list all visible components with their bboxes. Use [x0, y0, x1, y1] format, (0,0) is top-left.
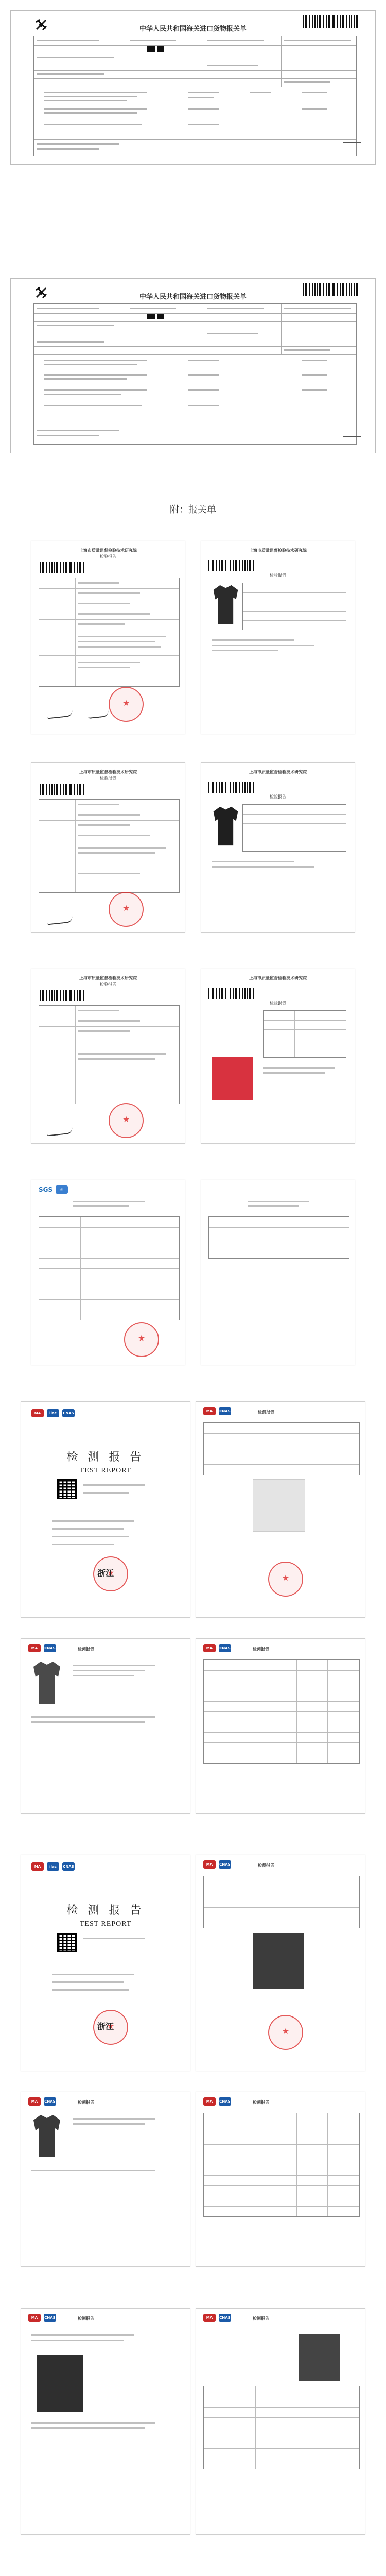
signature: [87, 710, 109, 719]
ma-badge-icon: MA: [31, 1409, 44, 1417]
customs-declaration-form-1: [10, 10, 376, 165]
ilac-badge-icon: ilac: [47, 1862, 59, 1871]
garment-photo: [31, 1659, 62, 1706]
cnas-badge-icon: CNAS: [219, 2097, 231, 2106]
report-doc-type: 检验报告: [100, 554, 116, 559]
report-page: [196, 1855, 365, 2071]
ma-badge-icon: MA: [203, 2097, 216, 2106]
testing-report-label: 检测报告: [78, 2316, 94, 2321]
cnas-badge-icon: ◎: [56, 1185, 68, 1194]
customs-declaration-form-2: [10, 278, 376, 453]
report-page: [31, 969, 185, 1144]
official-seal: [268, 2015, 303, 2050]
ilac-badge-icon: ilac: [47, 1409, 59, 1417]
report-page: [201, 969, 355, 1144]
barcode: [303, 283, 360, 296]
customs-attachment-caption: 附：报关单: [170, 504, 216, 515]
report-page: [196, 2092, 365, 2267]
report-page: [196, 2308, 365, 2535]
report-doc-type: 检验报告: [270, 794, 286, 799]
cover-page: [21, 1855, 190, 2071]
barcode: [303, 15, 360, 28]
cnas-badge-icon: CNAS: [44, 2314, 56, 2322]
report-doc-type: 检验报告: [270, 573, 286, 578]
sgs-report-page: [31, 1180, 185, 1365]
customs-form-title: 中华人民共和国海关进口货物报关单: [139, 25, 247, 33]
cnas-badge-icon: CNAS: [219, 1407, 231, 1415]
official-seal: [124, 1322, 159, 1357]
cover-title-cn: 检 测 报 告: [66, 1904, 145, 1917]
testing-report-label: 检测报告: [78, 2100, 94, 2105]
ma-badge-icon: MA: [28, 2314, 41, 2322]
testing-report-label: 检测报告: [258, 1410, 274, 1414]
report-page: [196, 1401, 365, 1618]
report-institute: 上海市质量监督检验技术研究院: [249, 976, 307, 980]
testing-report-label: 检测报告: [258, 1863, 274, 1868]
sgs-report-page: [201, 1180, 355, 1365]
garment-photo: [253, 1933, 304, 1989]
qr-code: [57, 1479, 77, 1499]
cnas-badge-icon: CNAS: [219, 1644, 231, 1652]
ma-badge-icon: MA: [203, 1407, 216, 1415]
official-seal: [268, 1562, 303, 1597]
signature: [47, 916, 73, 925]
official-seal: [109, 1103, 144, 1138]
cover-title-en: TEST REPORT: [79, 1920, 132, 1928]
report-doc-type: 检验报告: [100, 982, 116, 987]
garment-photo: [31, 2113, 62, 2159]
cover-title-cn: 检 测 报 告: [66, 1451, 145, 1464]
sgs-logo: SGS: [39, 1186, 53, 1193]
report-page: [21, 2092, 190, 2267]
report-page: [21, 1638, 190, 1814]
ma-badge-icon: MA: [203, 1860, 216, 1869]
ma-badge-icon: MA: [28, 1644, 41, 1652]
report-institute: 上海市质量监督检验技术研究院: [249, 770, 307, 774]
cnas-badge-icon: CNAS: [44, 2097, 56, 2106]
report-institute: 上海市质量监督检验技术研究院: [79, 976, 137, 980]
report-institute: 上海市质量监督检验技术研究院: [79, 770, 137, 774]
report-page: [201, 541, 355, 734]
qr-code: [57, 1933, 77, 1952]
cover-company: 浙江: [97, 2022, 114, 2031]
official-seal: [109, 687, 144, 722]
garment-photo: [37, 2355, 83, 2412]
signature: [47, 1127, 73, 1136]
signature: [47, 710, 73, 719]
testing-report-label: 检测报告: [78, 1647, 94, 1651]
report-doc-type: 检验报告: [100, 776, 116, 781]
report-page: [196, 1638, 365, 1814]
cnas-badge-icon: CNAS: [44, 1644, 56, 1652]
report-doc-type: 检验报告: [270, 1001, 286, 1005]
cover-company: 浙江: [97, 1568, 114, 1578]
garment-photo: [212, 804, 240, 848]
ma-badge-icon: MA: [31, 1862, 44, 1871]
ma-badge-icon: MA: [203, 1644, 216, 1652]
garment-photo: [212, 583, 240, 626]
report-page: [31, 541, 185, 734]
official-seal: [109, 892, 144, 927]
customs-form-title: 中华人民共和国海关进口货物报关单: [139, 293, 247, 301]
cnas-badge-icon: CNAS: [62, 1862, 75, 1871]
ma-badge-icon: MA: [203, 2314, 216, 2322]
cnas-badge-icon: CNAS: [219, 2314, 231, 2322]
cover-page: [21, 1401, 190, 1618]
testing-report-label: 检测报告: [253, 2316, 269, 2321]
report-page: [21, 2308, 190, 2535]
report-page: [201, 762, 355, 933]
ma-badge-icon: MA: [28, 2097, 41, 2106]
cover-title-en: TEST REPORT: [79, 1467, 132, 1475]
cnas-badge-icon: CNAS: [219, 1860, 231, 1869]
fabric-sample-photo: [212, 1057, 253, 1100]
garment-photo: [253, 1479, 305, 1532]
testing-report-label: 检测报告: [253, 2100, 269, 2105]
report-page: [31, 762, 185, 933]
testing-report-label: 检测报告: [253, 1647, 269, 1651]
garment-photo: [299, 2334, 340, 2381]
cnas-badge-icon: CNAS: [62, 1409, 75, 1417]
report-institute: 上海市质量监督检验技术研究院: [249, 548, 307, 553]
report-institute: 上海市质量监督检验技术研究院: [79, 548, 137, 553]
